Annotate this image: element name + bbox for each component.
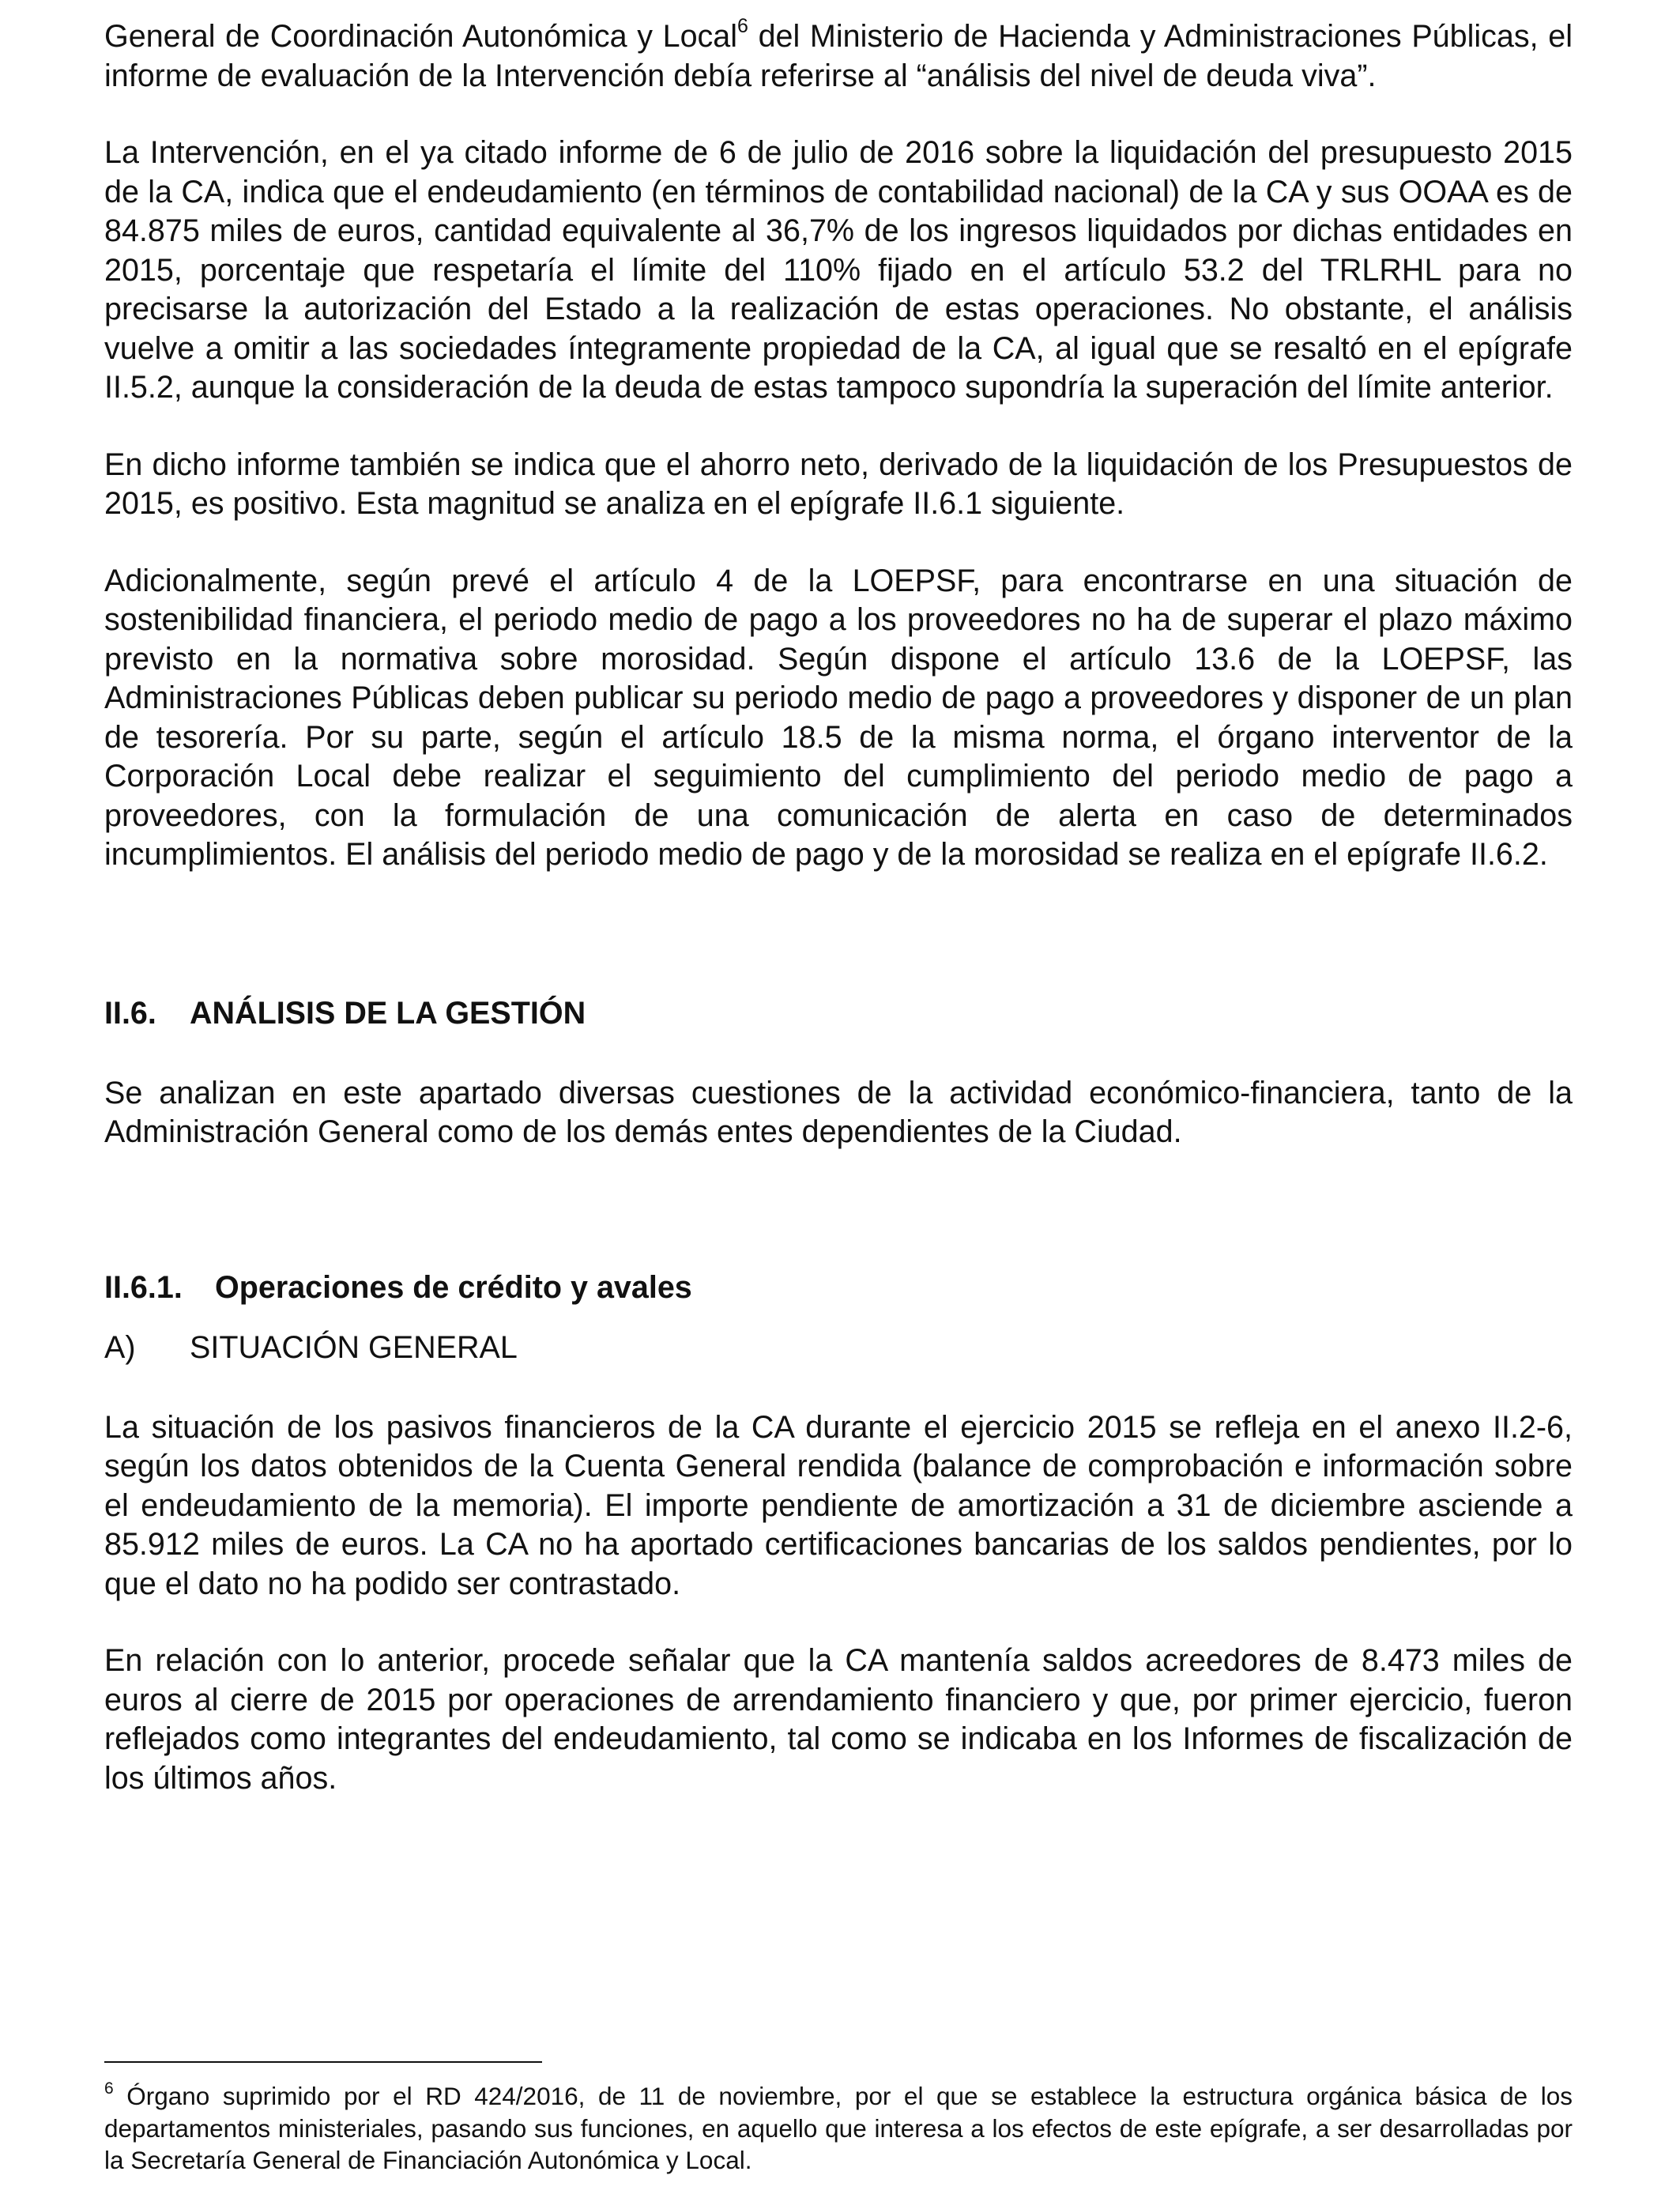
lettered-heading-title: SITUACIÓN GENERAL [190, 1329, 518, 1365]
footnote [104, 2080, 1573, 2177]
lettered-heading-marker: A) [104, 1329, 136, 1365]
paragraph-pasivos-financieros: La situación de los pasivos financieros de la CA durante el ejercicio 2015 se refleja en el anexo II.2-6, según los datos obtenidos de la Cuenta General rendida (balance de comprobación e información sobre el endeudamiento de la memoria). El importe pendiente de amortización a 31 de diciembre asciende a 85.912 miles de euros. La CA no ha aportado certificaciones bancarias de los saldos pendientes, por lo que el dato no ha podido ser contrastado. [104, 1409, 1573, 1601]
paragraph-ahorro-neto: En dicho informe también se indica que el ahorro neto, derivado de la liquidación de los Presupuestos de 2015, es positivo. Esta magnitud se analiza en el epígrafe II.6.1 siguiente. [104, 447, 1573, 521]
section-number: II.6. [104, 995, 156, 1031]
paragraph-text: del Ministerio de Hacienda y Administraciones Públicas, el informe de evaluación de la Intervención debía referirse al “análisis del nivel de deuda viva”. [104, 19, 1573, 93]
footnote-reference: 6 [737, 14, 748, 37]
subsection-number: II.6.1. [104, 1269, 183, 1305]
paragraph-endeudamiento: La Intervención, en el ya citado informe de 6 de julio de 2016 sobre la liquidación del presupuesto 2015 de la CA, indica que el endeudamiento (en términos de contabilidad nacional) de la CA y sus OOAA es de 84.875 miles de euros, cantidad equivalente al 36,7% de los ingresos liquidados por dichas entidades en 2015, porcentaje que respetaría el límite del 110% fijado en el artículo 53.2 del TRLRHL para no precisarse la autorización del Estado a la realización de estas operaciones. No obstante, el análisis vuelve a omitir a las sociedades íntegramente propiedad de la CA, al igual que se resaltó en el epígrafe II.5.2, aunque la consideración de la deuda de estas tampoco supondría la superación del límite anterior. [104, 135, 1573, 405]
footnote-text: Órgano suprimido por el RD 424/2016, de 11 de noviembre, por el que se establece la estructura orgánica básica de los departamentos ministeriales, pasando sus funciones, en aquello que interesa a los efectos de este epígrafe, a ser desarrolladas por la Secretaría General de Financiación Autonómica y Local. [104, 2082, 1573, 2174]
section-heading [104, 993, 1573, 1033]
document-page [104, 14, 1573, 1798]
paragraph-arrendamiento-financiero: En relación con lo anterior, procede señalar que la CA mantenía saldos acreedores de 8.473 miles de euros al cierre de 2015 por operaciones de arrendamiento financiero y que, por primer ejercicio, fueron reflejados como integrantes del endeudamiento, tal como se indicaba en los Informes de fiscalización de los últimos años. [104, 1643, 1573, 1796]
lettered-heading [104, 1328, 1573, 1367]
paragraph-section-intro: Se analizan en este apartado diversas cuestiones de la actividad económico-financiera, tanto de la Administración General como de los demás entes dependientes de la Ciudad. [104, 1075, 1573, 1149]
subsection-heading [104, 1268, 1573, 1307]
footnote-marker: 6 [104, 2079, 114, 2098]
footnote-separator [104, 2061, 542, 2063]
paragraph-text: General de Coordinación Autonómica y Local [104, 19, 738, 54]
subsection-title: Operaciones de crédito y avales [215, 1269, 692, 1305]
section-title: ANÁLISIS DE LA GESTIÓN [190, 995, 586, 1031]
paragraph-deuda-viva [104, 14, 1573, 96]
paragraph-periodo-medio-pago: Adicionalmente, según prevé el artículo 4 de la LOEPSF, para encontrarse en una situación de sostenibilidad financiera, el periodo medio de pago a los proveedores no ha de superar el plazo máximo previsto en la normativa sobre morosidad. Según dispone el artículo 13.6 de la LOEPSF, las Administraciones Públicas deben publicar su periodo medio de pago a proveedores y disponer de un plan de tesorería. Por su parte, según el artículo 18.5 de la misma norma, el órgano interventor de la Corporación Local debe realizar el seguimiento del cumplimiento del periodo medio de pago a proveedores, con la formulación de una comunicación de alerta en caso de determinados incumplimientos. El análisis del periodo medio de pago y de la morosidad se realiza en el epígrafe II.6.2. [104, 563, 1573, 872]
